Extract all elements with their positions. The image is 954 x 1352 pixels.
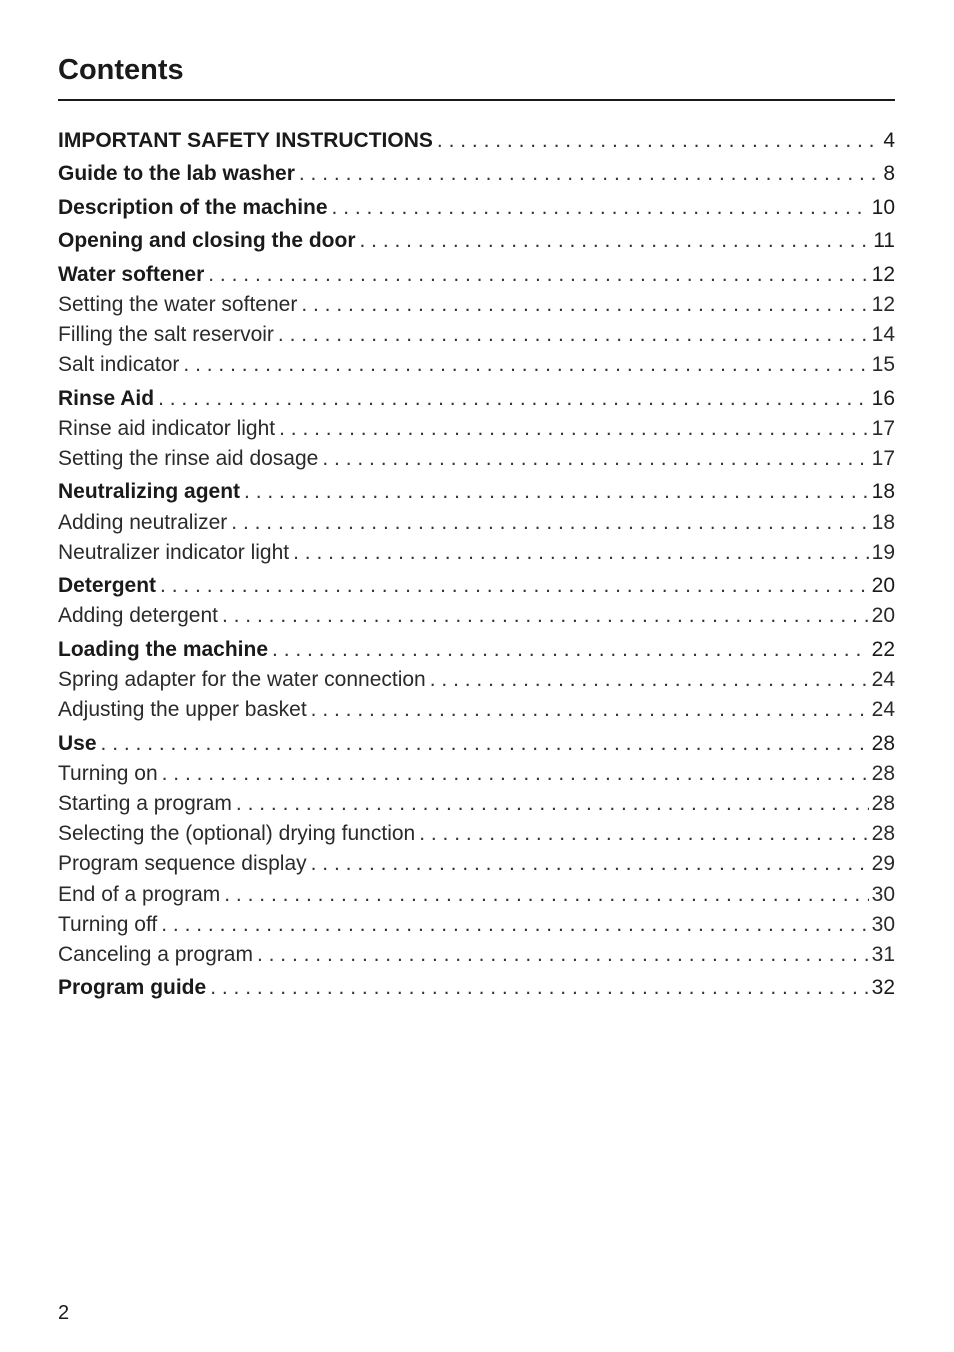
toc-entry-label: Rinse Aid — [58, 386, 155, 410]
toc-entry[interactable] — [58, 126, 895, 156]
toc-entry-label: Program sequence display — [58, 852, 307, 876]
toc-entry-page: 28 — [871, 731, 895, 755]
toc-entry[interactable] — [58, 477, 895, 507]
toc-entry-page: 24 — [871, 698, 895, 722]
toc-leader-dots — [158, 384, 869, 414]
toc-leader-dots — [222, 601, 869, 631]
toc-entry-label: Water softener — [58, 262, 205, 286]
toc-entry-page: 8 — [883, 162, 895, 186]
toc-entry-label: Detergent — [58, 574, 157, 598]
toc-leader-dots — [183, 350, 868, 380]
toc-entry-label: Neutralizer indicator light — [58, 540, 290, 564]
toc-entry[interactable] — [58, 538, 895, 568]
toc-entry[interactable] — [58, 880, 895, 910]
toc-leader-dots — [437, 126, 880, 156]
page-number: 2 — [58, 1302, 70, 1324]
toc-entry[interactable] — [58, 665, 895, 695]
toc-entry-label: Guide to the lab washer — [58, 162, 295, 186]
toc-entry-label: Use — [58, 731, 97, 755]
toc-entry-label: Setting the water softener — [58, 292, 298, 316]
table-of-contents — [58, 126, 895, 1004]
toc-entry[interactable] — [58, 729, 895, 759]
toc-entry-label: Selecting the (optional) drying function — [58, 822, 416, 846]
toc-leader-dots — [311, 695, 869, 725]
toc-entry[interactable] — [58, 414, 895, 444]
toc-entry-page: 20 — [871, 604, 895, 628]
toc-entry[interactable] — [58, 290, 895, 320]
toc-leader-dots — [293, 538, 869, 568]
toc-entry-label: End of a program — [58, 882, 221, 906]
toc-entry-label: Rinse aid indicator light — [58, 416, 276, 440]
toc-entry-label: IMPORTANT SAFETY INSTRUCTIONS — [58, 129, 433, 152]
toc-leader-dots — [360, 226, 871, 256]
toc-entry[interactable] — [58, 350, 895, 380]
toc-entry-page: 15 — [871, 353, 895, 377]
toc-leader-dots — [162, 759, 869, 789]
toc-entry[interactable] — [58, 444, 895, 474]
toc-entry-page: 4 — [883, 129, 895, 152]
toc-entry-page: 24 — [871, 667, 895, 691]
toc-leader-dots — [430, 665, 869, 695]
toc-entry-label: Description of the machine — [58, 195, 328, 219]
toc-entry-page: 29 — [871, 852, 895, 876]
toc-entry[interactable] — [58, 320, 895, 350]
toc-entry[interactable] — [58, 819, 895, 849]
toc-entry-page: 22 — [871, 637, 895, 661]
toc-entry[interactable] — [58, 601, 895, 631]
toc-entry-label: Canceling a program — [58, 942, 253, 966]
toc-entry-page: 16 — [871, 386, 895, 410]
toc-leader-dots — [311, 849, 869, 879]
toc-entry-page: 28 — [871, 822, 895, 846]
toc-entry-label: Turning off — [58, 912, 158, 936]
toc-entry-page: 14 — [871, 322, 895, 346]
toc-entry[interactable] — [58, 940, 895, 970]
toc-entry[interactable] — [58, 571, 895, 601]
toc-entry-label: Salt indicator — [58, 353, 180, 377]
toc-entry-page: 17 — [871, 446, 895, 470]
toc-entry-page: 19 — [871, 540, 895, 564]
toc-leader-dots — [161, 910, 868, 940]
toc-entry-page: 30 — [871, 882, 895, 906]
toc-entry[interactable] — [58, 193, 895, 223]
toc-leader-dots — [208, 260, 868, 290]
toc-leader-dots — [299, 159, 880, 189]
toc-entry[interactable] — [58, 635, 895, 665]
toc-leader-dots — [231, 508, 868, 538]
toc-entry-page: 11 — [873, 229, 895, 253]
toc-leader-dots — [257, 940, 869, 970]
toc-entry-page: 17 — [871, 416, 895, 440]
toc-leader-dots — [224, 880, 868, 910]
toc-entry-label: Filling the salt reservoir — [58, 322, 274, 346]
toc-leader-dots — [279, 414, 869, 444]
toc-leader-dots — [278, 320, 869, 350]
toc-entry-page: 12 — [871, 292, 895, 316]
toc-entry-label: Adding neutralizer — [58, 510, 228, 534]
toc-entry-label: Adding detergent — [58, 604, 218, 628]
toc-entry[interactable] — [58, 759, 895, 789]
toc-leader-dots — [332, 193, 869, 223]
toc-entry-label: Spring adapter for the water connection — [58, 667, 426, 691]
toc-leader-dots — [101, 729, 869, 759]
toc-entry-label: Loading the machine — [58, 637, 269, 661]
title-divider — [58, 99, 895, 101]
toc-leader-dots — [301, 290, 868, 320]
toc-entry-label: Adjusting the upper basket — [58, 698, 307, 722]
toc-leader-dots — [272, 635, 869, 665]
toc-entry-page: 32 — [871, 976, 895, 1000]
toc-entry[interactable] — [58, 260, 895, 290]
toc-entry[interactable] — [58, 384, 895, 414]
toc-entry-page: 18 — [871, 480, 895, 504]
toc-entry-label: Opening and closing the door — [58, 229, 356, 253]
toc-entry-label: Starting a program — [58, 791, 232, 815]
toc-entry[interactable] — [58, 695, 895, 725]
toc-leader-dots — [419, 819, 868, 849]
toc-entry[interactable] — [58, 508, 895, 538]
toc-entry-label: Setting the rinse aid dosage — [58, 446, 319, 470]
toc-entry[interactable] — [58, 226, 895, 256]
toc-entry-label: Program guide — [58, 976, 207, 1000]
toc-entry-page: 12 — [871, 262, 895, 286]
toc-entry[interactable] — [58, 849, 895, 879]
toc-entry-label: Neutralizing agent — [58, 480, 241, 504]
toc-entry-page: 30 — [871, 912, 895, 936]
toc-entry[interactable] — [58, 159, 895, 189]
toc-leader-dots — [322, 444, 868, 474]
toc-entry-page: 28 — [871, 791, 895, 815]
toc-entry-page: 18 — [871, 510, 895, 534]
toc-entry-page: 10 — [871, 195, 895, 219]
toc-entry-page: 31 — [871, 942, 895, 966]
toc-leader-dots — [236, 789, 869, 819]
toc-leader-dots — [244, 477, 869, 507]
toc-entry[interactable] — [58, 973, 895, 1003]
toc-leader-dots — [210, 973, 868, 1003]
page-title: Contents — [58, 54, 184, 86]
toc-entry[interactable] — [58, 789, 895, 819]
toc-entry-page: 28 — [871, 761, 895, 785]
toc-leader-dots — [160, 571, 869, 601]
toc-entry[interactable] — [58, 910, 895, 940]
toc-entry-label: Turning on — [58, 761, 158, 785]
toc-entry-page: 20 — [871, 574, 895, 598]
